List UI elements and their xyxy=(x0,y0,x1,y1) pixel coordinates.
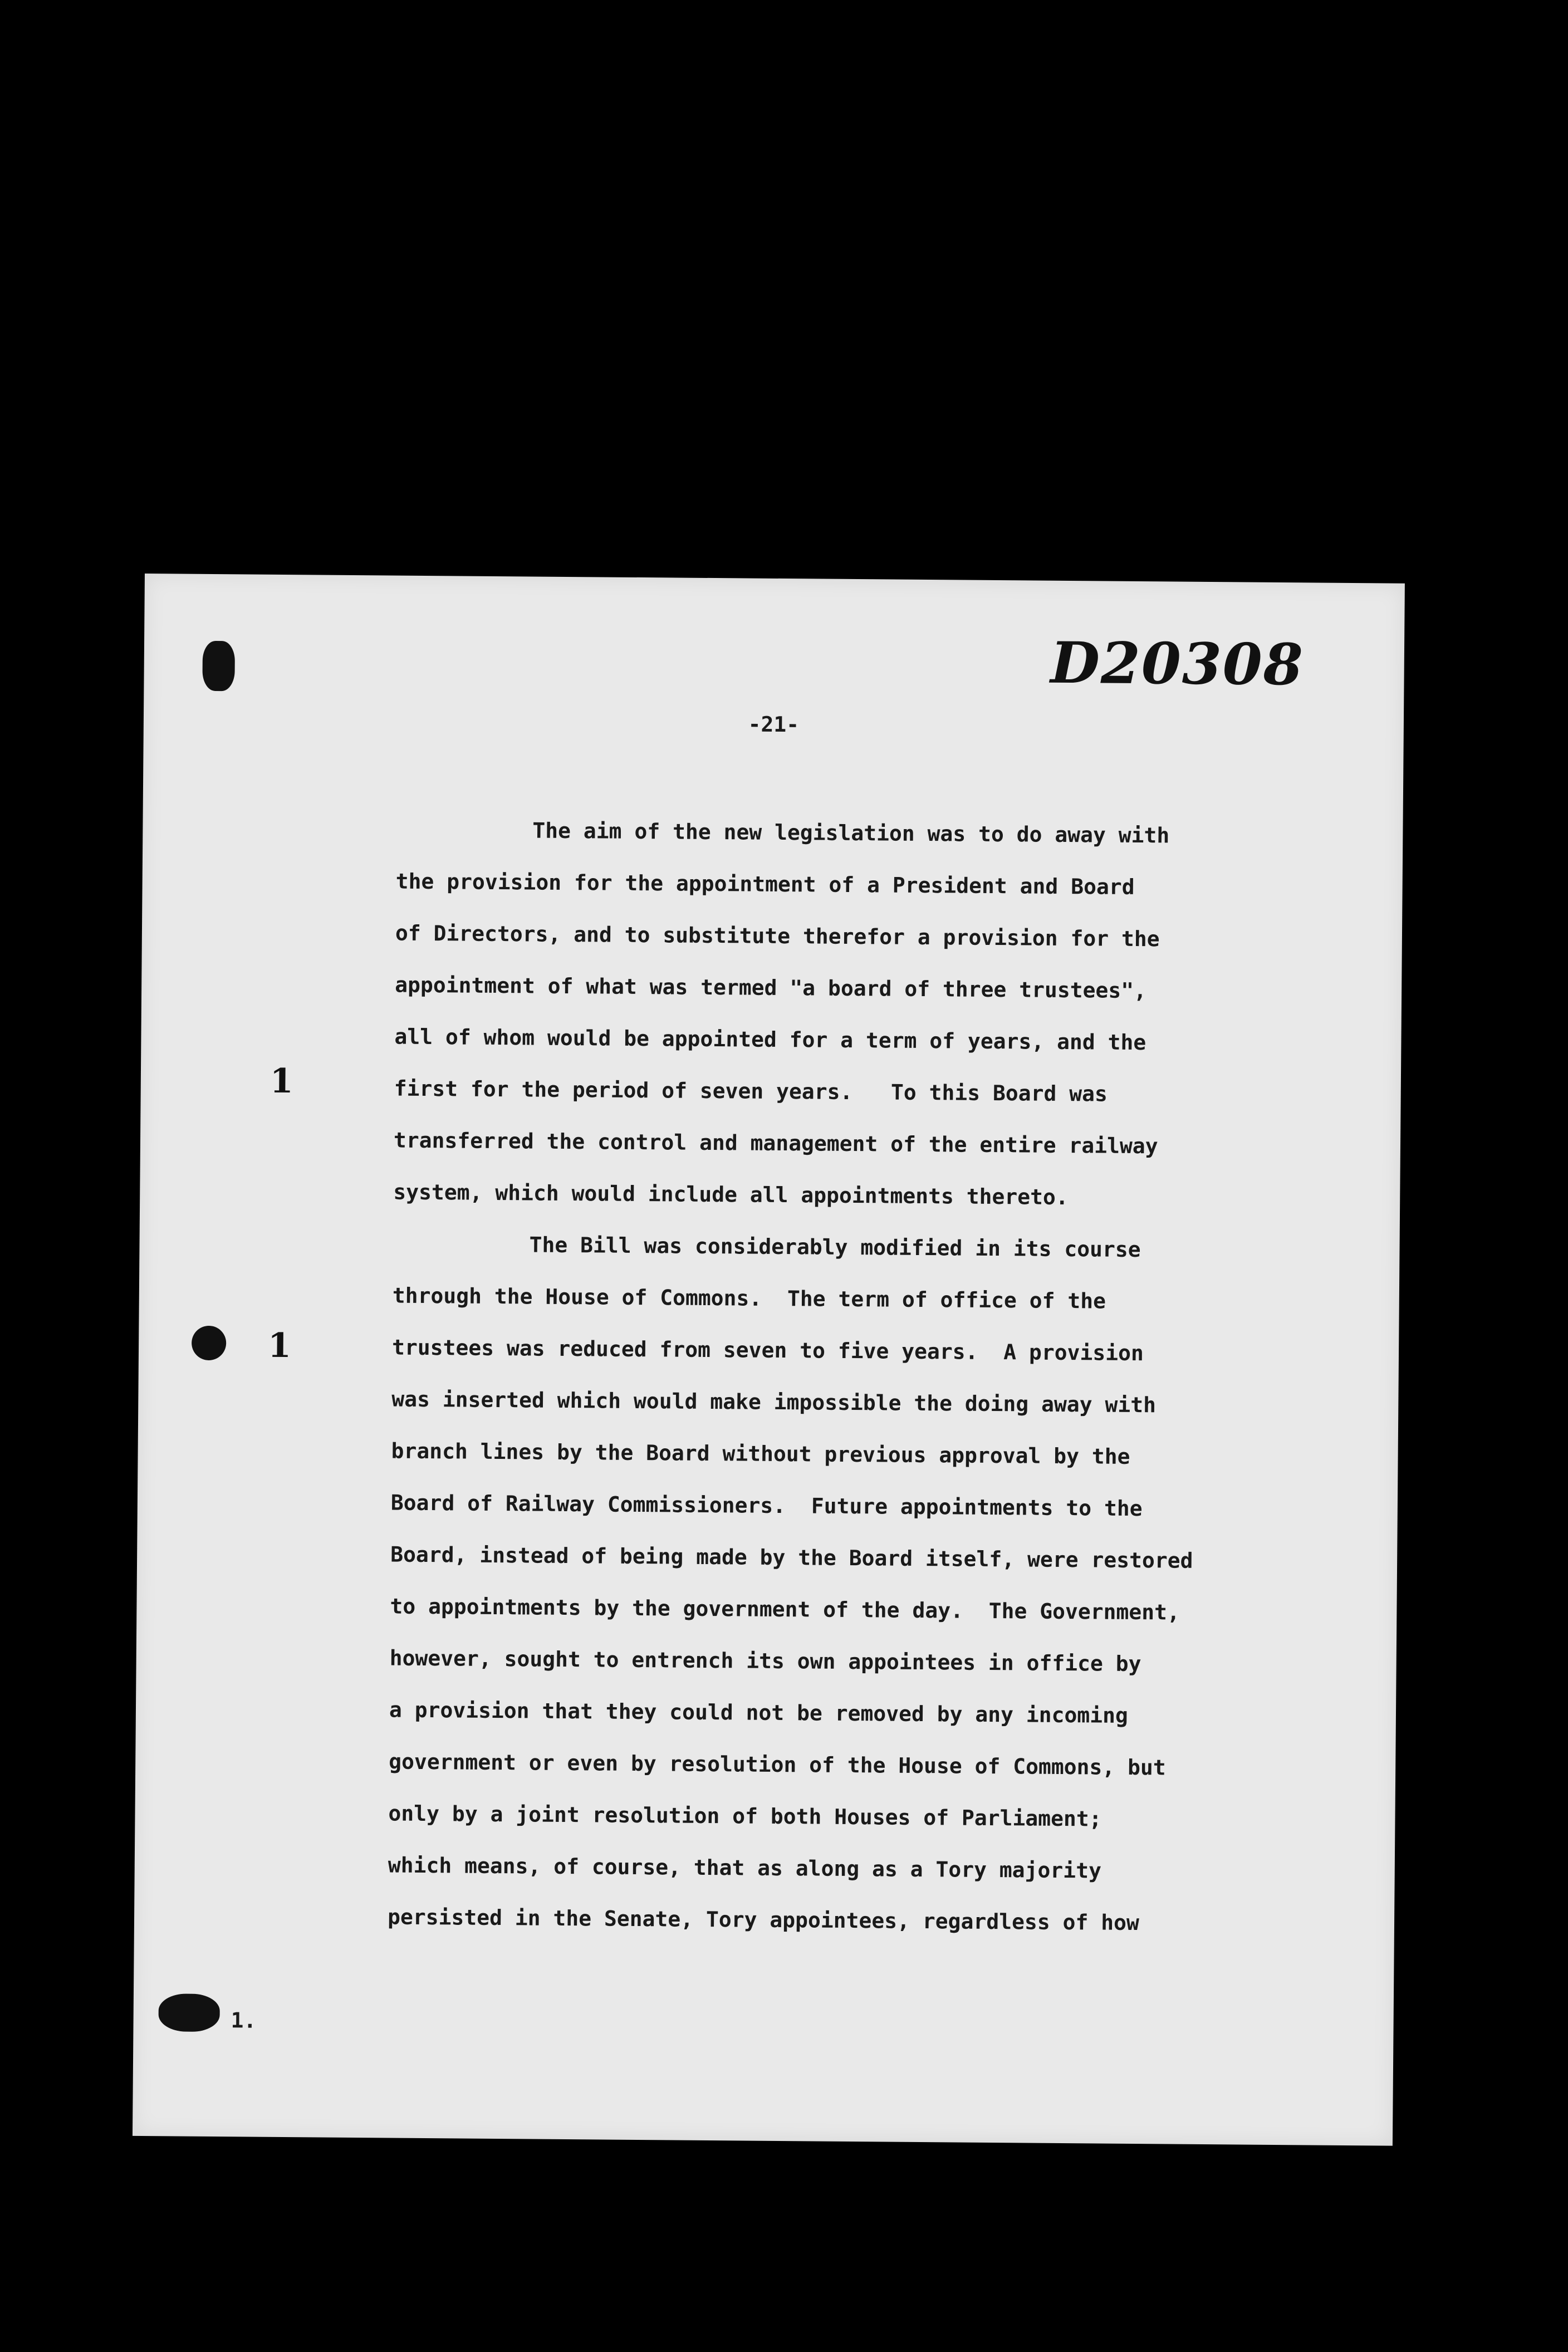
text-line: persisted in the Senate, Tory appointees, regardless of how xyxy=(387,1904,1140,1935)
text-line: however, sought to entrench its own appointees in office by xyxy=(389,1645,1141,1677)
document-stamp: D20308 xyxy=(1050,629,1305,699)
text-line: The Bill was considerably modified in its course xyxy=(529,1232,1141,1262)
text-line: The aim of the new legislation was to do away with xyxy=(532,818,1170,848)
text-line: Board of Railway Commissioners. Future appointments to the xyxy=(390,1490,1143,1521)
margin-mark-2: 1 xyxy=(267,1326,292,1366)
text-line: first for the period of seven years. To this Board was xyxy=(394,1076,1108,1106)
page-number: -21- xyxy=(748,712,800,737)
text-line: transferred the control and management of the entire railway xyxy=(393,1128,1158,1159)
footnote-marker: 1. xyxy=(231,2008,257,2033)
text-line: appointment of what was termed "a board of three trustees", xyxy=(395,972,1147,1003)
document-page xyxy=(133,574,1405,2146)
text-line: a provision that they could not be removed by any incoming xyxy=(389,1697,1129,1728)
text-line: through the House of Commons. The term of office of the xyxy=(392,1283,1106,1314)
text-line: only by a joint resolution of both Houses of Parliament; xyxy=(388,1801,1102,1831)
punch-hole-top xyxy=(202,641,235,691)
text-line: Board, instead of being made by the Board itself, were restored xyxy=(390,1542,1193,1573)
punch-hole-middle xyxy=(192,1326,226,1360)
text-line: which means, of course, that as along as a Tory majority xyxy=(388,1853,1102,1883)
body-text xyxy=(388,804,1265,1950)
text-line: government or even by resolution of the House of Commons, but xyxy=(389,1749,1166,1780)
punch-hole-bottom xyxy=(158,1993,220,2032)
margin-mark-1: 1 xyxy=(270,1061,293,1101)
text-line: the provision for the appointment of a President and Board xyxy=(395,869,1135,899)
text-line: branch lines by the Board without previous approval by the xyxy=(391,1438,1130,1469)
text-line: was inserted which would make impossible the doing away with xyxy=(391,1386,1157,1418)
text-line: all of whom would be appointed for a term of years, and the xyxy=(394,1024,1146,1055)
text-line: of Directors, and to substitute therefor a provision for the xyxy=(395,920,1160,952)
text-line: trustees was reduced from seven to five years. A provision xyxy=(391,1335,1144,1366)
text-line: to appointments by the government of the day. The Government, xyxy=(390,1594,1180,1625)
text-line: system, which would include all appointments thereto. xyxy=(393,1179,1069,1210)
